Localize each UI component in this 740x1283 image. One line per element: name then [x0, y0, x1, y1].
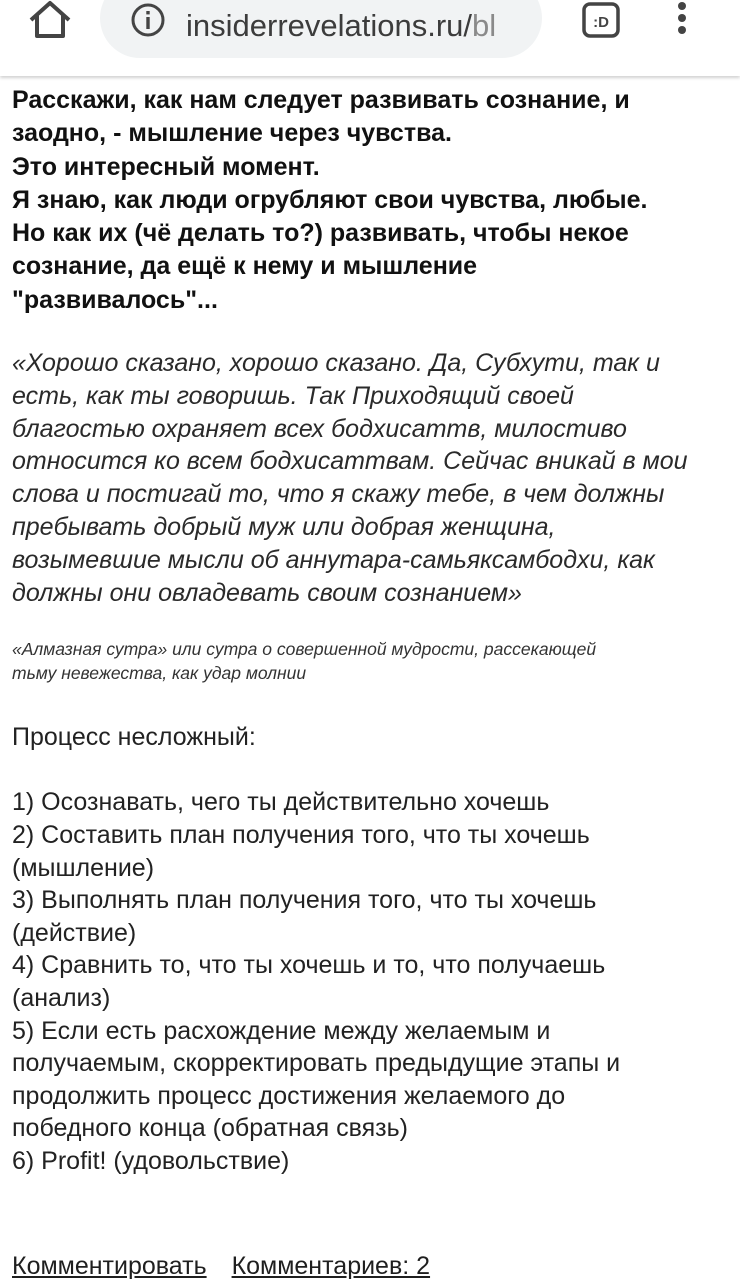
url-host: insiderrevelations.ru/: [186, 8, 473, 43]
source-line: «Алмазная сутра» или сутра о совершенной мудрости, рассекающей: [12, 639, 597, 660]
step-line: продолжить процесс достижения желаемого до: [12, 1081, 566, 1110]
article-content: [12, 84, 730, 1178]
step-line: 2) Составить план получения того, что ты хочешь: [12, 821, 590, 850]
quote-line: есть, как ты говоришь. Так Приходящий своей: [12, 381, 574, 410]
home-button[interactable]: [22, 0, 78, 40]
quote-line: относится ко всем бодхисаттвам. Сейчас вникай в мои: [12, 447, 688, 476]
question-line: "развивалось"...: [12, 285, 218, 314]
step-line: (мышление): [12, 853, 155, 882]
comment-link[interactable]: Комментировать: [12, 1252, 207, 1280]
url-path: bl: [472, 8, 497, 43]
quote-line: слова и постигай то, что я скажу тебе, в чем должны: [12, 480, 665, 509]
browser-toolbar: [0, 0, 740, 76]
step-line: 1) Осознавать, чего ты действительно хочешь: [12, 788, 550, 817]
step-line: получаемым, скорректировать предыдущие этапы и: [12, 1049, 621, 1078]
step-line: 5) Если есть расхождение между желаемым и: [12, 1016, 551, 1045]
step-line: (анализ): [12, 984, 111, 1013]
overflow-menu-button[interactable]: [662, 0, 702, 44]
quote-line: «Хорошо сказано, хорошо сказано. Да, Субхути, так и: [12, 349, 660, 378]
quote-line: возымевшие мысли об аннутара-самьяксамбодхи, как: [12, 545, 655, 574]
steps-list: [12, 786, 730, 1177]
question-block: [12, 84, 730, 317]
tab-switcher-icon: [580, 0, 622, 42]
quote-source: [12, 637, 730, 685]
source-line: тьму невежества, как удар молнии: [12, 663, 307, 684]
comment-links: [12, 1249, 448, 1283]
quote-line: благостью охраняет всех бодхисаттв, милостиво: [12, 414, 627, 443]
home-icon: [22, 0, 78, 40]
tab-switcher-button[interactable]: [580, 0, 622, 42]
step-line: (действие): [12, 918, 137, 947]
question-line: Это интересный момент.: [12, 152, 320, 181]
address-bar[interactable]: [100, 0, 542, 58]
more-vertical-icon: [662, 0, 702, 44]
question-line: сознание, да ещё к нему и мышление: [12, 252, 478, 281]
question-line: Но как их (чё делать то?) развивать, чтобы некое: [12, 219, 629, 248]
tab-count-text: :D: [593, 14, 609, 31]
sutra-quote: [12, 347, 730, 609]
comments-count-link[interactable]: Комментариев: 2: [231, 1252, 431, 1280]
answer-intro: Процесс несложный:: [12, 723, 256, 752]
question-line: Я знаю, как люди огрубляют свои чувства, любые.: [12, 185, 648, 214]
step-line: 4) Сравнить то, что ты хочешь и то, что получаешь: [12, 951, 606, 980]
quote-line: должны они овладевать своим сознанием»: [12, 578, 522, 607]
info-icon[interactable]: [130, 2, 166, 38]
question-line: Расскажи, как нам следует развивать сознание, и: [12, 86, 630, 114]
url-text[interactable]: [186, 6, 526, 46]
step-line: победного конца (обратная связь): [12, 1114, 408, 1143]
question-line: заодно, - мышление через чувства.: [12, 119, 452, 148]
step-line: 3) Выполнять план получения того, что ты хочешь: [12, 886, 597, 915]
step-line: 6) Profit! (удовольствие): [12, 1146, 290, 1175]
quote-line: пребывать добрый муж или добрая женщина,: [12, 513, 556, 542]
